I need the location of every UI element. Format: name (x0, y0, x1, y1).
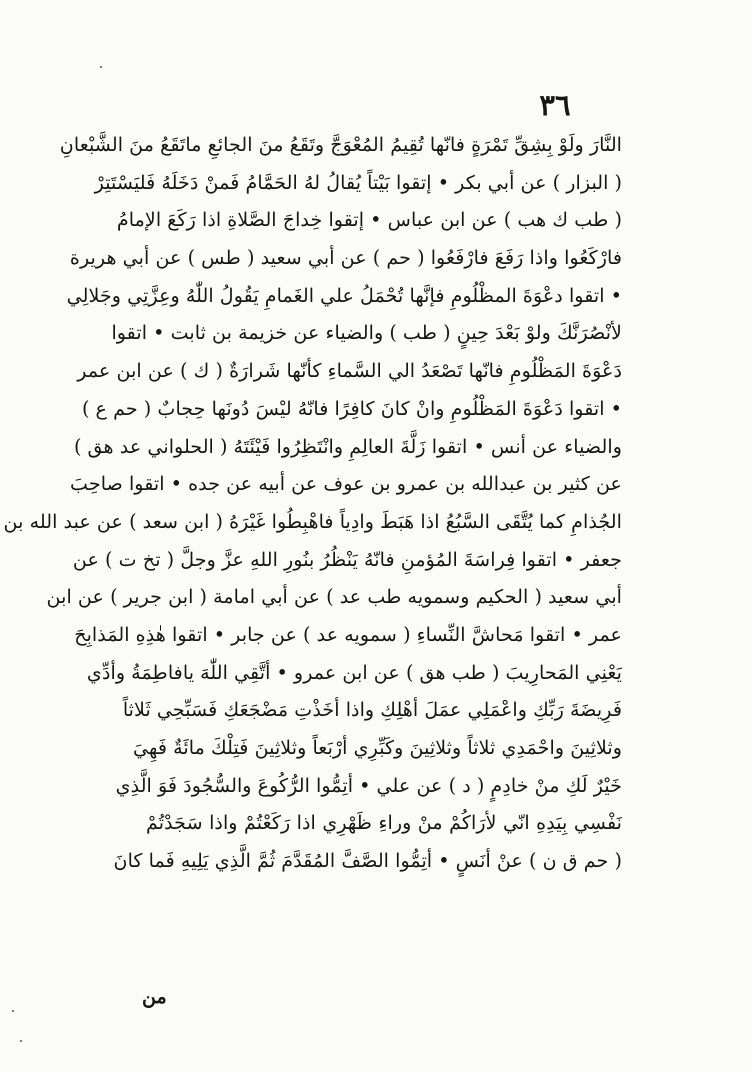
text-line: أبي سعيد ( الحكيم وسمويه طب عد ) عن أبي امامة ( ابن جرير ) عن ابن (46, 585, 622, 609)
text-line: لأنْصُرَنَّكَ ولوْ بَعْدَ حِينٍ ( طب ) والضياء عن خزيمة بن ثابت • اتقوا (111, 321, 622, 345)
paper-speck (20, 1040, 22, 1042)
text-line: الجُذامِ كما يُتَّقَى السَّبُعُ اذا هَبَطَ وادِياً فاهْبِطُوا غَيْرَهُ ( ابن سعد ) عن عبد الله بن (3, 509, 622, 533)
text-line: نَفْسِي بِيَدِهِ انّي لأرَاكُمْ منْ وراءِ ظَهْرِي اذا رَكَعْتُمْ واذا سَجَدْتُمْ (146, 811, 622, 835)
paper-speck (100, 66, 102, 68)
text-line: ( البزار ) عن أبي بكر • إتقوا بَيْتاً يُقالُ لهُ الحَمَّامُ فَمنْ دَخَلَهُ فَليَسْتَتِرْ (94, 170, 622, 194)
page-number: ٣٦ (539, 88, 571, 122)
text-line: • اتقوا دَعْوَةَ المَظْلُومِ وانْ كانَ كافِرًا فانّهُ ليْسَ دُونَها حِجابٌ ( حم ع ) (81, 396, 622, 420)
text-line: النَّارَ ولَوْ بِشِقِّ تَمْرَةٍ فانّها تُقِيمُ المُعْوَجَّ وتَقَعُ منَ الجائعِ ماتَقَعُ منَ الشَّبْعانِ (59, 133, 622, 156)
text-line: عمر • اتقوا مَحاشَّ النِّساءِ ( سمويه عد ) عن جابر • اتقوا هٰذِهِ المَذابِحَ (74, 622, 622, 646)
text-line: فارْكَعُوا واذا رَفَعَ فارْفَعُوا ( حم ) عن أبي سعيد ( طس ) عن أبي هريرة (69, 246, 622, 270)
text-block (3, 126, 622, 880)
text-line: فَرِيضَةَ رَبِّكِ واعْمَلِي عمَلَ أهْلِكِ واذا أخَذْتِ مَضْجَعَكِ فَسَبِّحِي ثَلاثاً (122, 698, 622, 722)
text-line: ( حم ق ن ) عنْ أنَسٍ • أتِمُّوا الصَّفَّ المُقَدَّمَ ثُمَّ الَّذِي يَلِيهِ فَما كانَ (113, 849, 622, 873)
text-line: عن كثير بن عبدالله بن عمرو بن عوف عن أبيه عن جده • اتقوا صاحِبَ (70, 472, 622, 496)
catchword: من (142, 986, 167, 1008)
paper-speck (12, 1010, 14, 1012)
text-line: ( طب ك هب ) عن ابن عباس • إتقوا خِداجَ الصَّلاةِ اذا رَكَعَ الإمامُ (116, 208, 622, 232)
text-line: دَعْوَةَ المَظْلُومِ فانّها تَصْعَدُ الي السَّماءِ كأنّها شَرارَةٌ ( ك ) عن ابن عمر (77, 359, 622, 383)
text-line: وثلاثِينَ واحْمَدِي ثلاثاً وثلاثِينَ وكَبِّرِي أرْبَعاً وثلاثِينَ فَتِلْكَ مائَةٌ فَهِيَ (133, 736, 622, 759)
text-line: خَيْرٌ لَكِ منْ خادِمٍ ( د ) عن علي • أتِمُّوا الرُّكُوعَ والسُّجُودَ فَوَ الَّذِي (115, 773, 622, 797)
text-line: والضياء عن أنس • اتقوا زَلَّةَ العالِمِ وانْتَظِرُوا فَيْئَتَهُ ( الحلواني عد هق ) (73, 434, 622, 458)
text-line: جعفر • اتقوا فِراسَةَ المُؤمنِ فانّهُ يَنْظُرُ بنُورِ اللهِ عزَّ وجلَّ ( تخ ت ) عن (72, 547, 622, 571)
text-line: يَعْنِي المَحارِيبَ ( طب هق ) عن ابن عمرو • أتَّقِي اللّٰهَ يافاطِمَةُ وأدِّي (86, 660, 622, 684)
text-line: • اتقوا دعْوَةَ المظْلُومِ فإنَّها تُحْمَلُ علي الغَمامِ يَقُولُ اللّٰهُ وعِزَّتِي وجَلالِي (66, 283, 622, 307)
